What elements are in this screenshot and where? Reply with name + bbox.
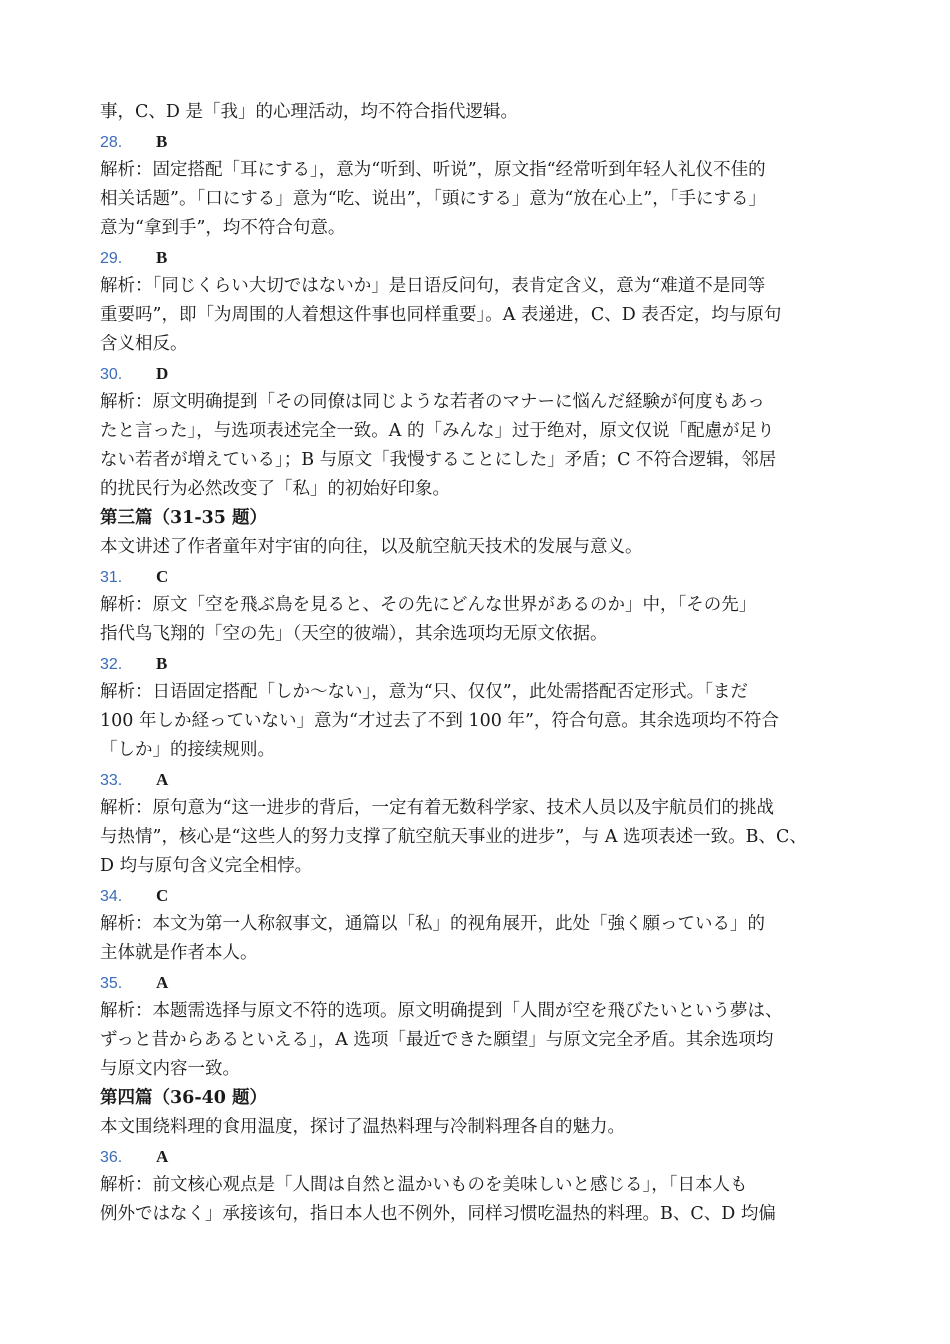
text-line: 意为“拿到手”，均不符合句意。 [100,218,346,238]
text-line: 解析：本题需选择与原文不符的选项。原文明确提到「人間が空を飛びたいという夢は、 [100,1001,783,1021]
text-line: 解析：前文核心观点是「人間は自然と温かいものを美味しいと感じる」，「日本人も [100,1175,748,1195]
text-line: 解析：日语固定搭配「しか～ない」，意为“只、仅仅”，此处需搭配否定形式。「まだ [100,682,748,702]
question-header [100,649,870,678]
question-number: 28. [100,134,123,151]
question-header [100,359,870,388]
text-line: ずっと昔からあるといえる」，A 选项「最近できた願望」与原文完全矛盾。其余选项均 [100,1030,774,1050]
text-line: 本文讲述了作者童年对宇宙的向往，以及航空航天技术的发展与意义。 [100,537,643,557]
question-header [100,968,870,997]
question-number: 30. [100,366,123,383]
answer-letter: C [156,567,169,586]
text-line: 解析：原句意为“这一进步的背后，一定有着无数科学家、技术人员以及宇航员们的挑战 [100,798,774,818]
answer-letter: A [156,1147,169,1166]
question-header [100,765,870,794]
text-line: 含义相反。 [100,334,188,354]
answer-letter: D [156,364,169,383]
section-heading: 第三篇（31-35 题） [100,508,268,528]
question-number: 34. [100,888,123,905]
text-line: 相关话题”。「口にする」意为“吃、说出”，「頭にする」意为“放在心上”，「手にする」 [100,189,766,209]
text-line: 例外ではなく」承接该句，指日本人也不例外，同样习惯吃温热的料理。B、C、D 均偏 [100,1204,776,1224]
question-number: 36. [100,1149,123,1166]
question-number: 31. [100,569,123,586]
text-line: 解析：固定搭配「耳にする」，意为“听到、听说”，原文指“经常听到年轻人礼仪不佳的 [100,160,766,180]
answer-explanations [100,98,870,1229]
text-line: 与原文内容一致。 [100,1059,240,1079]
question-number: 33. [100,772,123,789]
text-line: 主体就是作者本人。 [100,943,258,963]
question-header [100,243,870,272]
answer-letter: C [156,886,169,905]
answer-letter: A [156,770,169,789]
answer-letter: A [156,973,169,992]
answer-letter: B [156,248,168,267]
text-line: 解析：原文「空を飛ぶ鳥を見ると、その先にどんな世界があるのか」中，「その先」 [100,595,757,615]
section-heading: 第四篇（36-40 题） [100,1088,268,1108]
answer-letter: B [156,654,168,673]
text-line: D 均与原句含义完全相悖。 [100,856,313,876]
text-line: 的扰民行为必然改变了「私」的初始好印象。 [100,479,450,499]
question-number: 35. [100,975,123,992]
text-line: 指代鸟飞翔的「空の先」（天空的彼端），其余选项均无原文依据。 [100,624,608,644]
question-header [100,1142,870,1171]
text-line: たと言った」，与选项表述完全一致。A 的「みんな」过于绝对，原文仅说「配慮が足り [100,421,775,441]
text-line: 「しか」的接续规则。 [100,740,275,760]
text-line: ない若者が増えている」；B 与原文「我慢することにした」矛盾；C 不符合逻辑，邻居 [100,450,777,470]
question-number: 32. [100,656,123,673]
question-header [100,881,870,910]
text-line: 事，C、D 是「我」的心理活动，均不符合指代逻辑。 [100,102,518,122]
text-line: 本文围绕料理的食用温度，探讨了温热料理与冷制料理各自的魅力。 [100,1117,625,1137]
question-header [100,127,870,156]
text-line: 解析：「同じくらい大切ではないか」是日语反问句，表肯定含义，意为“难道不是同等 [100,276,766,296]
text-line: 重要吗”，即「为周围的人着想这件事也同样重要」。A 表递进，C、D 表否定，均与原句 [100,305,782,325]
question-number: 29. [100,250,123,267]
text-line: 100 年しか経っていない」意为“才过去了不到 100 年”，符合句意。其余选项均不符合 [100,711,779,731]
text-line: 解析：本文为第一人称叙事文，通篇以「私」的视角展开，此处「強く願っている」的 [100,914,765,934]
text-line: 解析：原文明确提到「その同僚は同じような若者のマナーに悩んだ経験が何度もあっ [100,392,765,412]
question-header [100,562,870,591]
text-line: 与热情”，核心是“这些人的努力支撑了航空航天事业的进步”，与 A 选项表述一致。B、C、 [100,827,807,847]
answer-letter: B [156,132,168,151]
